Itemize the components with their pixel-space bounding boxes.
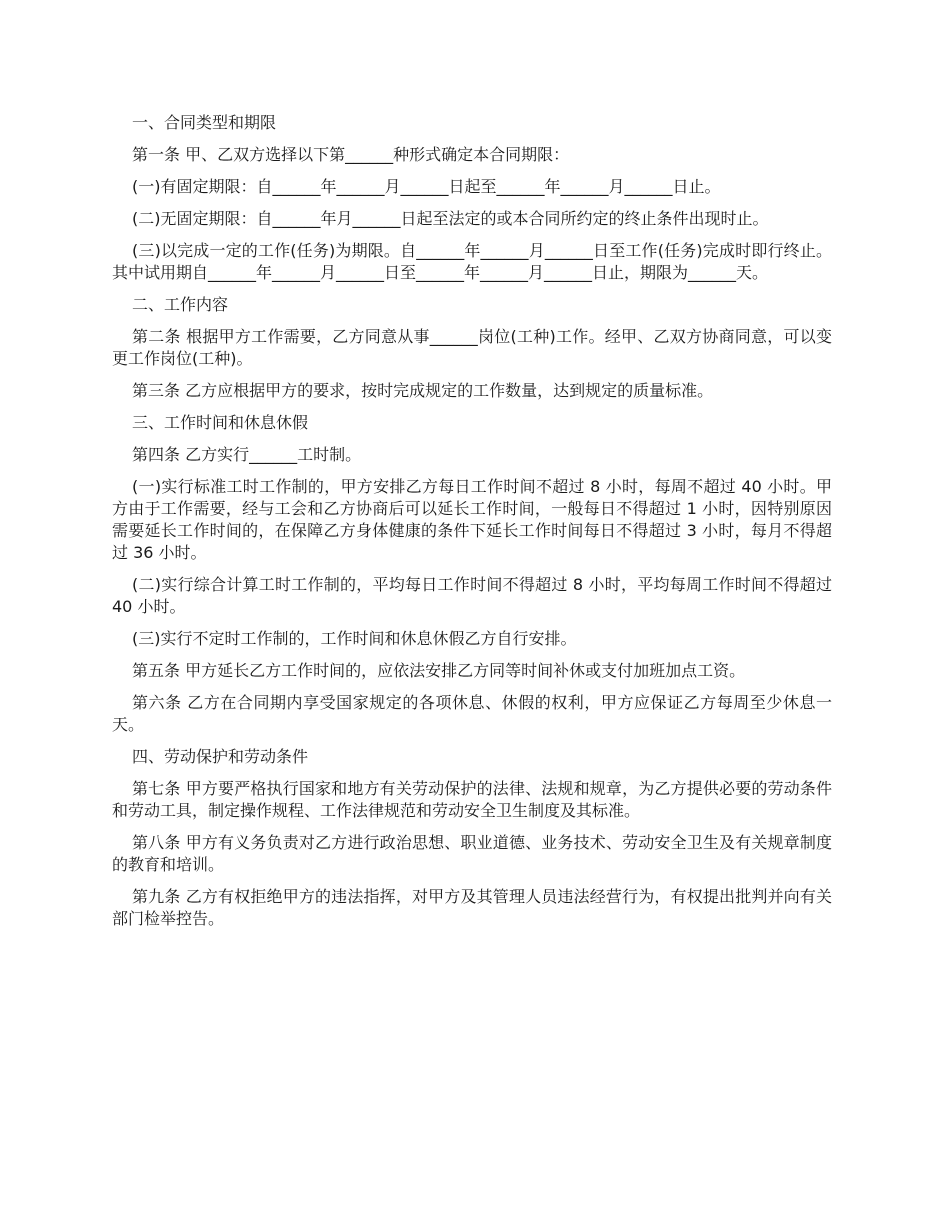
document-page: [112, 112, 838, 940]
article-6: 第六条 乙方在合同期内享受国家规定的各项休息、休假的权利，甲方应保证乙方每周至少休息一天。: [112, 693, 832, 734]
article-1: 第一条 甲、乙双方选择以下第______种形式确定本合同期限：: [132, 145, 570, 164]
clause-open-term: (二)无固定期限：自______年月______日起至法定的或本合同所约定的终止条件出现时止。: [132, 209, 769, 228]
article-8: 第八条 甲方有义务负责对乙方进行政治思想、职业道德、业务技术、劳动安全卫生及有关规章制度的教育和培训。: [112, 833, 832, 874]
article-9: 第九条 乙方有权拒绝甲方的违法指挥，对甲方及其管理人员违法经营行为，有权提出批判并向有关部门检举控告。: [112, 887, 832, 928]
section-heading-2: 二、工作内容: [132, 295, 229, 314]
section-heading-3: 三、工作时间和休息休假: [132, 413, 309, 432]
clause-fixed-term: (一)有固定期限：自______年______月______日起至______年______月______日止。: [132, 177, 721, 196]
section-heading-4: 四、劳动保护和劳动条件: [132, 747, 309, 766]
article-3: 第三条 乙方应根据甲方的要求，按时完成规定的工作数量，达到规定的质量标准。: [132, 381, 714, 400]
article-2: 第二条 根据甲方工作需要，乙方同意从事______岗位(工种)工作。经甲、乙双方协商同意，可以变更工作岗位(工种)。: [112, 327, 832, 368]
clause-standard-hours: (一)实行标准工时工作制的，甲方安排乙方每日工作时间不超过 8 小时，每周不超过 40 小时。甲方由于工作需要，经与工会和乙方协商后可以延长工作时间，一般每日不得超过 1 小时，因特别原因需要延长工作时间的，在保障乙方身体健康的条件下延长工作时间每日不得超过 3 小时，每月不得超过 36 小时。: [112, 477, 832, 562]
article-7: 第七条 甲方要严格执行国家和地方有关劳动保护的法律、法规和规章，为乙方提供必要的劳动条件和劳动工具，制定操作规程、工作法律规范和劳动安全卫生制度及其标准。: [112, 779, 832, 820]
section-heading-1: 一、合同类型和期限: [132, 113, 277, 132]
article-4: 第四条 乙方实行______工时制。: [132, 445, 362, 464]
clause-flexible-hours: (三)实行不定时工作制的，工作时间和休息休假乙方自行安排。: [132, 629, 577, 648]
article-5: 第五条 甲方延长乙方工作时间的，应依法安排乙方同等时间补休或支付加班加点工资。: [132, 661, 746, 680]
clause-comprehensive-hours: (二)实行综合计算工时工作制的，平均每日工作时间不得超过 8 小时，平均每周工作时间不得超过 40 小时。: [112, 575, 838, 616]
clause-task-term: (三)以完成一定的工作(任务)为期限。自______年______月______日至工作(任务)完成时即行终止。其中试用期自______年______月______日至______年______月______日止，期限为______天。: [112, 241, 832, 282]
